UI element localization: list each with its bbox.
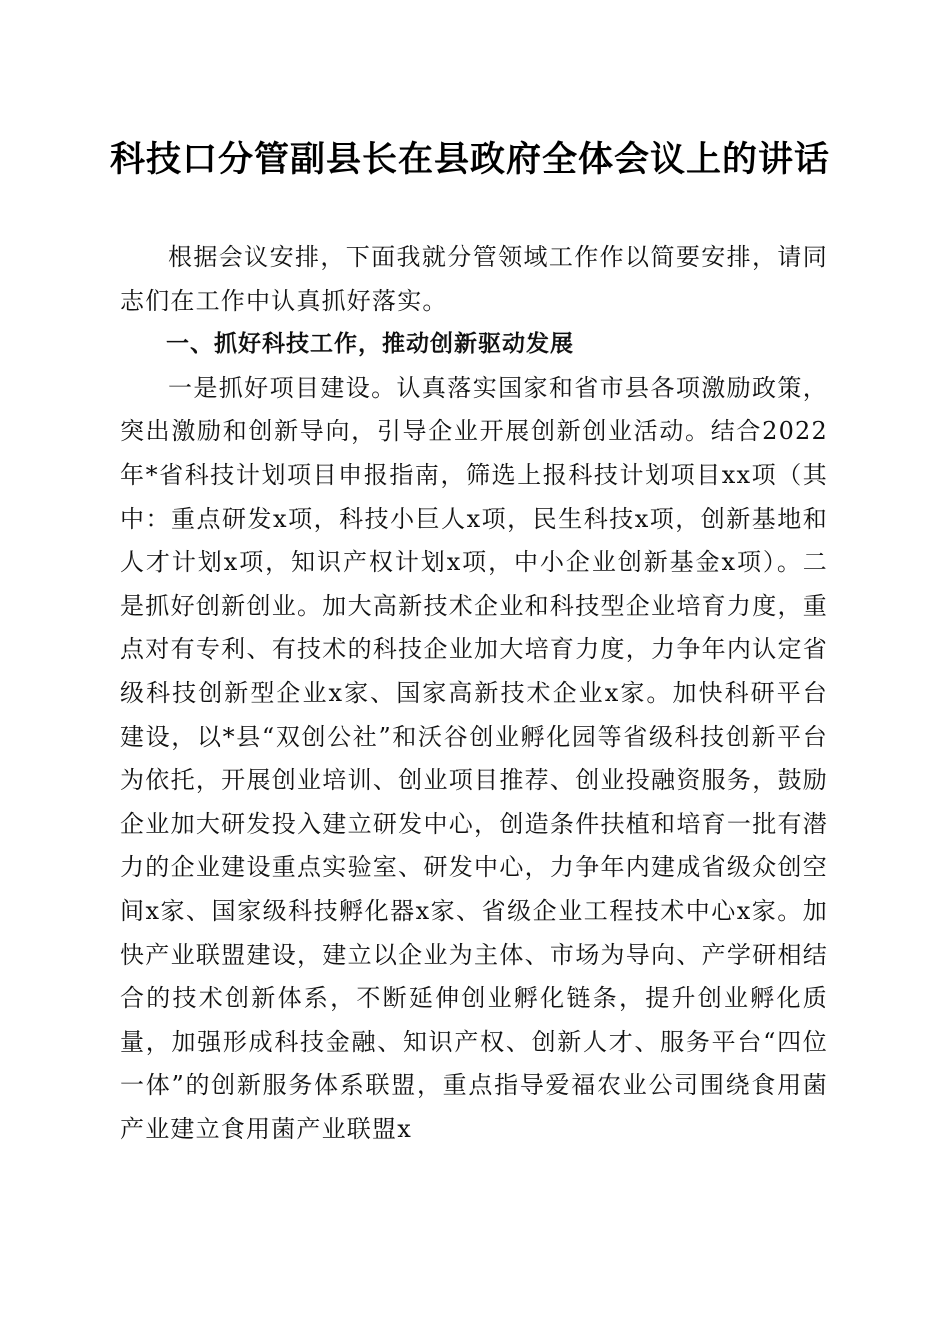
document-body (120, 236, 828, 1151)
document-title: 科技口分管副县长在县政府全体会议上的讲话 (110, 139, 831, 180)
body-paragraph: 一是抓好项目建设。认真落实国家和省市县各项激励政策，突出激励和创新导向，引导企业开展创新创业活动。结合2022年*省科技计划项目申报指南，筛选上报科技计划项目xx项（其中：重点研发x项，科技小巨人x项，民生科技x项，创新基地和人才计划x项，知识产权计划x项，中小企业创新基金x项）。二是抓好创新创业。加大高新技术企业和科技型企业培育力度，重点对有专利、有技术的科技企业加大培育力度，力争年内认定省级科技创新型企业x家、国家高新技术企业x家。加快科研平台建设，以*县“双创公社”和沃谷创业孵化园等省级科技创新平台为依托，开展创业培训、创业项目推荐、创业投融资服务，鼓励企业加大研发投入建立研发中心，创造条件扶植和培育一批有潜力的企业建设重点实验室、研发中心，力争年内建成省级众创空间x家、国家级科技孵化器x家、省级企业工程技术中心x家。加快产业联盟建设，建立以企业为主体、市场为导向、产学研相结合的技术创新体系，不断延伸创业孵化链条，提升创业孵化质量，加强形成科技金融、知识产权、创新人才、服务平台“四位一体”的创新服务体系联盟，重点指导爱福农业公司围绕食用菌产业建立食用菌产业联盟x (120, 373, 828, 1143)
section-heading: 一、抓好科技工作，推动创新驱动发展 (166, 331, 574, 358)
intro-paragraph: 根据会议安排，下面我就分管领域工作作以简要安排，请同志们在工作中认真抓好落实。 (120, 243, 828, 315)
